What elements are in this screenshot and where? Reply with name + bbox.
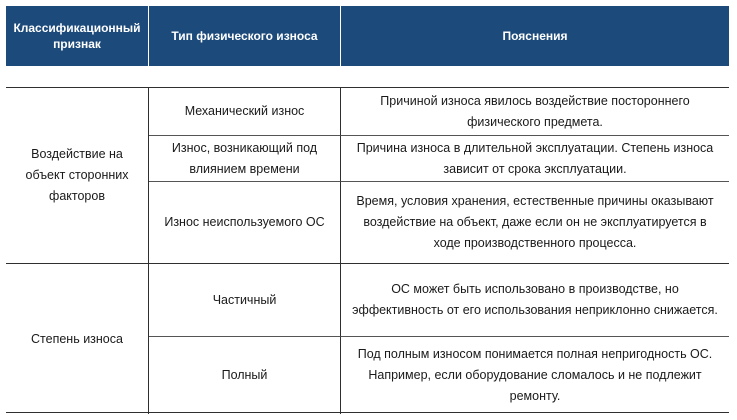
header-explanations: Пояснения <box>341 6 729 66</box>
wear-type-cell: Частичный <box>149 263 341 336</box>
wear-type-cell: Полный <box>149 336 341 414</box>
group-label: Степень износа <box>6 263 149 414</box>
wear-table <box>6 87 729 413</box>
wear-type-cell: Износ, возникающий под влиянием времени <box>149 135 341 181</box>
explanation-cell: Причина износа в длительной эксплуатации. Степень износа зависит от срока эксплуатации. <box>341 135 729 181</box>
header-classification: Классификационный признак <box>6 6 149 66</box>
wear-type-cell: Механический износ <box>149 88 341 135</box>
group-label: Воздействие на объект сторонних факторов <box>6 88 149 263</box>
header-wear-type: Тип физического износа <box>149 6 341 66</box>
wear-type-cell: Износ неиспользуемого ОС <box>149 181 341 263</box>
explanation-cell: Под полным износом понимается полная непригодность ОС. Например, если оборудование сломалось и не подлежит ремонту. <box>341 336 729 414</box>
explanation-cell: ОС может быть использовано в производстве, но эффективность от его использования неприклонно снижается. <box>341 263 729 336</box>
explanation-cell: Причиной износа явилось воздействие постороннего физического предмета. <box>380 93 690 129</box>
table-header <box>6 6 729 66</box>
explanation-cell: Время, условия хранения, естественные причины оказывают воздействие на объект, даже если он не эксплуатируется в ходе производственного процесса. <box>341 181 729 263</box>
